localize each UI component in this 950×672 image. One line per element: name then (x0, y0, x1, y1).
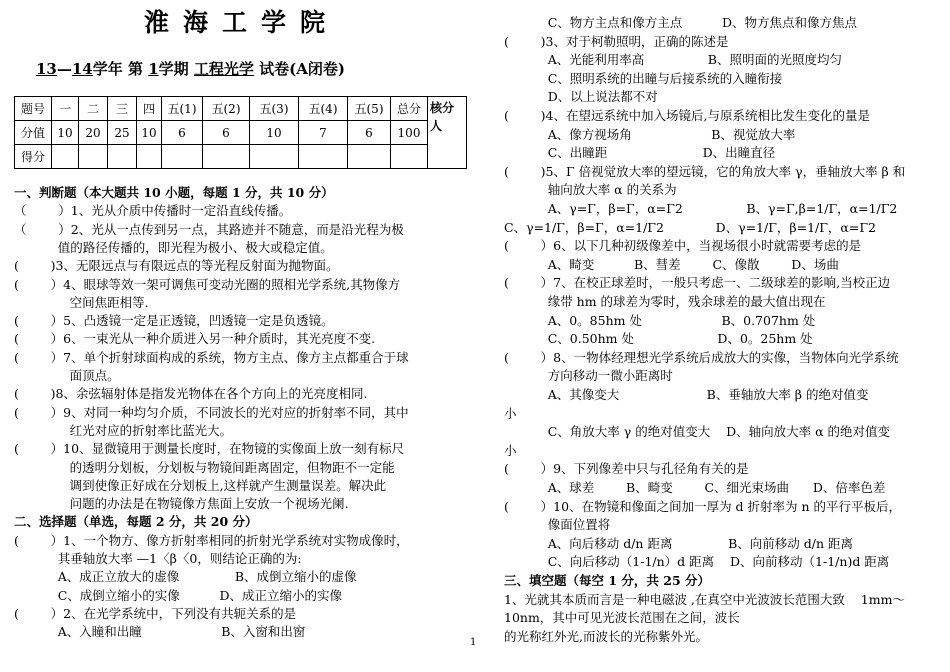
score-header-cell: 五(2) (203, 97, 250, 121)
text-line: 小 (504, 405, 517, 421)
text-line: ( ）8、一物体经理想光学系统后成放大的实像，当物体向光学系统 (504, 349, 899, 365)
text-line: C、照明系统的出瞳与后接系统的入瞳衔接 (504, 70, 783, 86)
text-line: （ ）1、光从介质中传播时一定沿直线传播。 (14, 203, 292, 219)
points-cell: 20 (79, 121, 108, 145)
got-cell (137, 145, 162, 169)
text-line: 的光称红外光,而波长的光称紫外光。 (504, 628, 708, 644)
text-line: A、像方视场角 B、视觉放大率 (504, 126, 796, 142)
text-line: ( ）10、显微镜用于测量长度时，在物镜的实像面上放一刻有标尺 (14, 441, 405, 457)
text-line: C、γ=1/Γ，β=Γ，α=1/Γ2 D、γ=1/Γ，β=1/Γ，α=Γ2 (504, 219, 876, 235)
text-line: A、入瞳和出瞳 B、入窗和出窗 (14, 624, 306, 640)
year-to: 14 (71, 60, 93, 78)
text-line: （ ）2、光从一点传到另一点，其路迹并不随意，而是沿光程为极 (14, 221, 404, 237)
score-header-cell: 二 (79, 97, 108, 121)
text-line: A、成正立放大的虚像 B、成倒立缩小的虚像 (14, 569, 357, 585)
year-sep: — (56, 60, 72, 78)
course-name: 工程光学 (193, 60, 254, 78)
year-from: 13 (36, 60, 57, 78)
text-line: ( )5、Γ 倍视觉放大率的望远镜，它的角放大率 γ，垂轴放大率 β 和 (504, 163, 906, 179)
got-cell (391, 145, 428, 169)
text-line: ( ）6、以下几种初级像差中，当视场很小时就需要考虑的是 (504, 238, 862, 254)
text-line: 三、填空题（每空 1 分，共 25 分） (504, 573, 711, 588)
exam-subtitle (36, 60, 345, 78)
text-line: ( )3、无限远点与有限远点的等光程反射面为抛物面。 (14, 258, 339, 274)
score-table (14, 96, 467, 169)
points-cell: 7 (299, 121, 348, 145)
score-table-got-row (15, 145, 467, 169)
text-line: 空间焦距相等. (14, 294, 149, 310)
points-cell: 100 (391, 121, 428, 145)
got-cell (250, 145, 299, 169)
text-line: ( )3、对于柯勒照明，正确的陈述是 (504, 33, 729, 49)
score-header-cell: 五(5) (348, 97, 391, 121)
points-row-label: 分值 (15, 121, 52, 145)
score-header-cell: 四 (137, 97, 162, 121)
text-line: 二、选择题（单选，每题 2 分，共 20 分） (14, 514, 258, 530)
points-cell: 10 (137, 121, 162, 145)
text-line: A、γ=Γ，β=Γ，α=Γ2 B、γ=Γ,β=1/Γ，α=1/Γ2 (504, 201, 898, 216)
text-line: 像面位置将 (504, 517, 611, 533)
text-line: A、其像变大 B、垂轴放大率 β 的绝对值变 (504, 387, 869, 402)
text-line: ( ）2、在光学系统中，下列没有共轭关系的是 (14, 605, 297, 621)
text-line: ( ）9、对同一种均匀介质，不同波长的光对应的折射率不同，其中 (14, 404, 409, 420)
text-line: ( ）9、下列像差中只与孔径角有关的是 (504, 461, 749, 477)
text-line: ( ）4、眼球等效一架可调焦可变动光圈的照相光学系统,其物像方 (14, 276, 401, 292)
text-line: 10nm，其中可见光波长范围在之间，波长 (504, 610, 740, 626)
got-row-label: 得分 (15, 145, 52, 169)
text-line: 1、光就其本质而言是一种电磁波 ,在真空中光波波长范围大致 1mm～ (504, 591, 905, 607)
semester-word: 学期 (158, 60, 189, 78)
text-line: 小 (504, 442, 517, 458)
score-table-points-row (15, 121, 467, 145)
got-cell (79, 145, 108, 169)
text-line: 缘带 hm 的球差为零时，残余球差的最大值出现在 (504, 294, 826, 309)
text-line: 方向移动一微小距离时 (504, 368, 673, 384)
text-line: 问题的办法是在物镜像方焦面上安放一个视场光阑. (14, 496, 349, 512)
text-line: C、角放大率 γ 的绝对值变大 D、轴向放大率 α 的绝对值变 (504, 424, 890, 440)
text-line: 轴向放大率 α 的关系为 (504, 182, 677, 198)
text-line: ( )8、余弦辐射体是指发光物体在各个方向上的光亮度相同. (14, 386, 368, 402)
score-header-cell: 总分 (391, 97, 428, 121)
text-line: C、成倒立缩小的实像 D、成正立缩小的实像 (14, 587, 343, 603)
text-line: 值的路径传播的，即光程为极小、极大或稳定值。 (14, 239, 333, 255)
score-header-cell: 五(3) (250, 97, 299, 121)
school-title: 淮海工学院 (144, 8, 340, 37)
score-header-cell: 一 (52, 97, 79, 121)
year-word: 学年 第 (92, 60, 143, 78)
text-line: ( ）6、一束光从一种介质进入另一种介质时，其光亮度不变. (14, 331, 376, 347)
got-cell (299, 145, 348, 169)
got-cell (348, 145, 391, 169)
text-line: A、向后移动 d/n 距离 B、向前移动 d/n 距离 (504, 535, 853, 551)
text-line: 的透明分划板，分划板与物镜间距离固定，但物距不一定能 (14, 459, 395, 475)
text-line: ( )4、在望远系统中加入场镜后,与原系统相比发生变化的量是 (504, 108, 870, 123)
text-line: A、球差 B、畸变 C、细光束场曲 D、倍率色差 (504, 480, 886, 495)
score-header-cell: 三 (108, 97, 137, 121)
text-line: D、以上说法都不对 (504, 89, 658, 105)
text-line: C、向后移动（1-1/n）d 距离 D、向前移动（1-1/n)d 距离 (504, 554, 890, 570)
text-line: ( ）7、在校正球差时，一般只考虑一、二级球差的影响,当校正边 (504, 275, 891, 291)
points-cell: 25 (108, 121, 137, 145)
text-line: C、0.50hm 处 D、0。25hm 处 (504, 331, 813, 347)
points-cell: 6 (162, 121, 203, 145)
text-line: 其垂轴放大率 —1〈β〈0，则结论正确的为: (14, 551, 302, 566)
score-header-cell: 五(4) (299, 97, 348, 121)
text-line: ( ）1、一个物方、像方折射率相同的折射光学系统对实物成像时， (14, 532, 409, 548)
got-cell (162, 145, 203, 169)
page-number: 1 (470, 637, 477, 648)
text-line: ( ）7、单个折射球面构成的系统，物方主点、像方主点都重合于球 (14, 349, 409, 365)
score-header-cell: 题号 (15, 97, 52, 121)
text-line: A、0。85hm 处 B、0.707hm 处 (504, 312, 816, 328)
points-cell: 10 (250, 121, 299, 145)
got-cell (203, 145, 250, 169)
text-line: 调到使像正好成在分划板上,这样就产生测量误差。解决此 (14, 477, 387, 493)
score-table-header-row (15, 97, 467, 121)
text-line: ( ）10、在物镜和像面之间加一厚为 d 折射率为 n 的平行平板后， (504, 498, 902, 514)
text-line: C、出瞳距 D、出瞳直径 (504, 145, 776, 161)
text-line: 红光对应的折射率比蓝光大。 (14, 422, 233, 438)
points-cell: 6 (348, 121, 391, 145)
points-cell: 10 (52, 121, 79, 145)
exam-type: 试卷(A闭卷) (259, 60, 345, 78)
text-line: ( ）5、凸透镜一定是正透镜，凹透镜一定是负透镜。 (14, 313, 334, 329)
got-cell (108, 145, 137, 169)
semester: 1 (148, 60, 159, 78)
score-header-checker: 核分人 (428, 97, 467, 169)
text-line: A、光能利用率高 B、照明面的光照度均匀 (504, 52, 842, 68)
text-line: 面顶点。 (14, 368, 120, 383)
text-line: C、物方主点和像方主点 D、物方焦点和像方焦点 (504, 15, 858, 30)
points-cell: 6 (203, 121, 250, 145)
score-header-cell: 五(1) (162, 97, 203, 121)
got-cell (52, 145, 79, 169)
text-line: 一、判断题（本大题共 10 小题，每题 1 分，共 10 分） (14, 185, 334, 200)
text-line: A、畸变 B、彗差 C、像散 D、场曲 (504, 256, 839, 272)
